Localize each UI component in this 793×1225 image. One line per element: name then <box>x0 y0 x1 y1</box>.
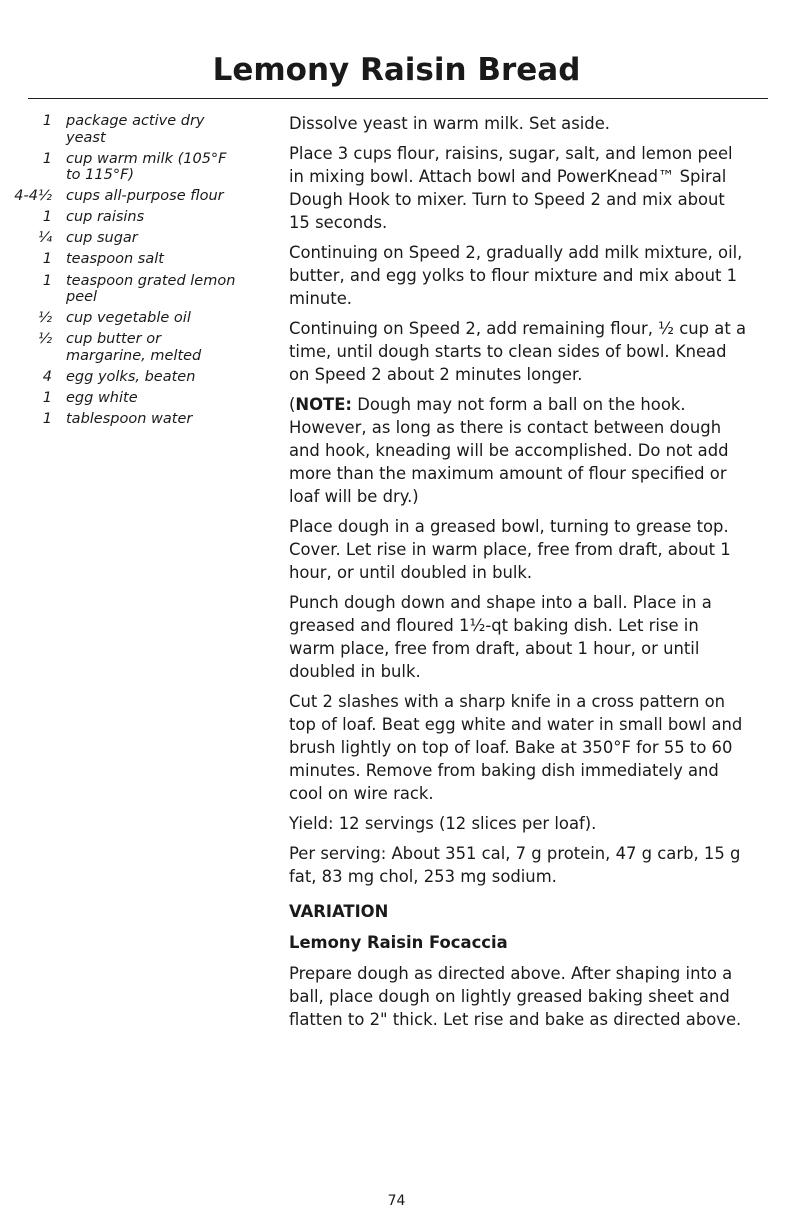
ingredient-quantity: ½ <box>37 310 52 327</box>
ingredient-quantity: 1 <box>42 251 52 268</box>
ingredient-item <box>0 230 270 247</box>
direction-step: Place 3 cups flour, raisins, sugar, salt, and lemon peel in mixing bowl. Attach bowl and PowerKnead™ Spiral Dough Hook to mixer. Turn to Speed 2 and mix about 15 seconds. <box>289 144 733 232</box>
direction-step: Continuing on Speed 2, gradually add milk mixture, oil, butter, and egg yolks to flour mixture and mix about 1 minute. <box>289 243 743 308</box>
ingredient-description: cup raisins <box>66 209 145 226</box>
direction-step: Continuing on Speed 2, add remaining flour, ½ cup at a time, until dough starts to clean sides of bowl. Knead on Speed 2 about 2 minutes longer. <box>289 319 747 384</box>
ingredient-description: egg white <box>66 389 138 406</box>
nutrition-text: Per serving: About 351 cal, 7 g protein, 47 g carb, 15 g fat, 83 mg chol, 253 mg sodium. <box>289 844 741 886</box>
ingredient-item <box>0 188 270 205</box>
variation-heading: VARIATION <box>289 902 389 921</box>
direction-step: Cut 2 slashes with a sharp knife in a cross pattern on top of loaf. Beat egg white and water in small bowl and brush lightly on top of loaf. Bake at 350°F for 55 to 60 minutes. Remove from baking dish immediately and cool on wire rack. <box>289 692 743 803</box>
ingredient-item <box>0 310 270 327</box>
ingredient-quantity: 1 <box>42 411 52 428</box>
ingredient-quantity: 4-4½ <box>14 188 52 205</box>
ingredient-quantity: 1 <box>42 389 52 406</box>
ingredient-description: teaspoon salt <box>66 251 164 268</box>
ingredient-item <box>0 209 270 226</box>
ingredient-item <box>0 113 270 146</box>
ingredient-description: tablespoon water <box>66 411 193 428</box>
yield-text: Yield: 12 servings (12 slices per loaf). <box>289 814 597 833</box>
direction-step: Dissolve yeast in warm milk. Set aside. <box>289 114 611 133</box>
ingredient-list <box>0 113 270 432</box>
ingredient-description: cup sugar <box>66 230 138 247</box>
ingredient-item <box>0 151 270 184</box>
note-open-paren: ( <box>289 395 296 414</box>
directions-column <box>289 112 749 1038</box>
ingredient-quantity: 1 <box>42 272 52 289</box>
ingredient-description: cup vegetable oil <box>66 310 191 327</box>
direction-step: Place dough in a greased bowl, turning to grease top. Cover. Let rise in warm place, free from draft, about 1 hour, or until doubled in bulk. <box>289 517 731 582</box>
note-text: Dough may not form a ball on the hook. However, as long as there is contact between dough and hook, kneading will be accomplished. Do not add more than the maximum amount of flour specified or loaf will be dry.) <box>289 395 729 506</box>
ingredient-description: teaspoon grated lemon peel <box>66 272 236 306</box>
ingredient-quantity: 1 <box>42 113 52 129</box>
ingredient-item <box>0 273 270 306</box>
ingredient-quantity: ½ <box>37 331 52 348</box>
ingredient-item <box>0 411 270 428</box>
ingredient-item <box>0 331 270 364</box>
ingredient-description: cup butter or margarine, melted <box>66 331 202 364</box>
ingredient-description: cups all-purpose flour <box>66 188 224 205</box>
note-label: NOTE: <box>295 395 352 414</box>
direction-step: Punch dough down and shape into a ball. Place in a greased and floured 1½-qt baking dish. Let rise in warm place, free from draft, about 1 hour, or until doubled in bulk. <box>289 593 712 681</box>
ingredient-quantity: 1 <box>42 150 52 167</box>
ingredient-description: package active dry yeast <box>66 113 205 146</box>
ingredient-item <box>0 369 270 386</box>
ingredient-item <box>0 390 270 407</box>
ingredient-quantity: 1 <box>42 209 52 226</box>
ingredient-description: egg yolks, beaten <box>66 368 196 385</box>
ingredient-quantity: ¼ <box>37 230 52 247</box>
note-paragraph <box>289 393 749 508</box>
title-divider <box>28 98 768 99</box>
page-title: Lemony Raisin Bread <box>212 52 581 88</box>
variation-subheading: Lemony Raisin Focaccia <box>289 933 508 952</box>
ingredient-item <box>0 251 270 268</box>
page-number: 74 <box>387 1193 406 1209</box>
ingredient-description: cup warm milk (105°F to 115°F) <box>66 150 227 184</box>
variation-text: Prepare dough as directed above. After shaping into a ball, place dough on lightly greased baking sheet and flatten to 2" thick. Let rise and bake as directed above. <box>289 964 742 1029</box>
ingredient-quantity: 4 <box>42 368 52 385</box>
